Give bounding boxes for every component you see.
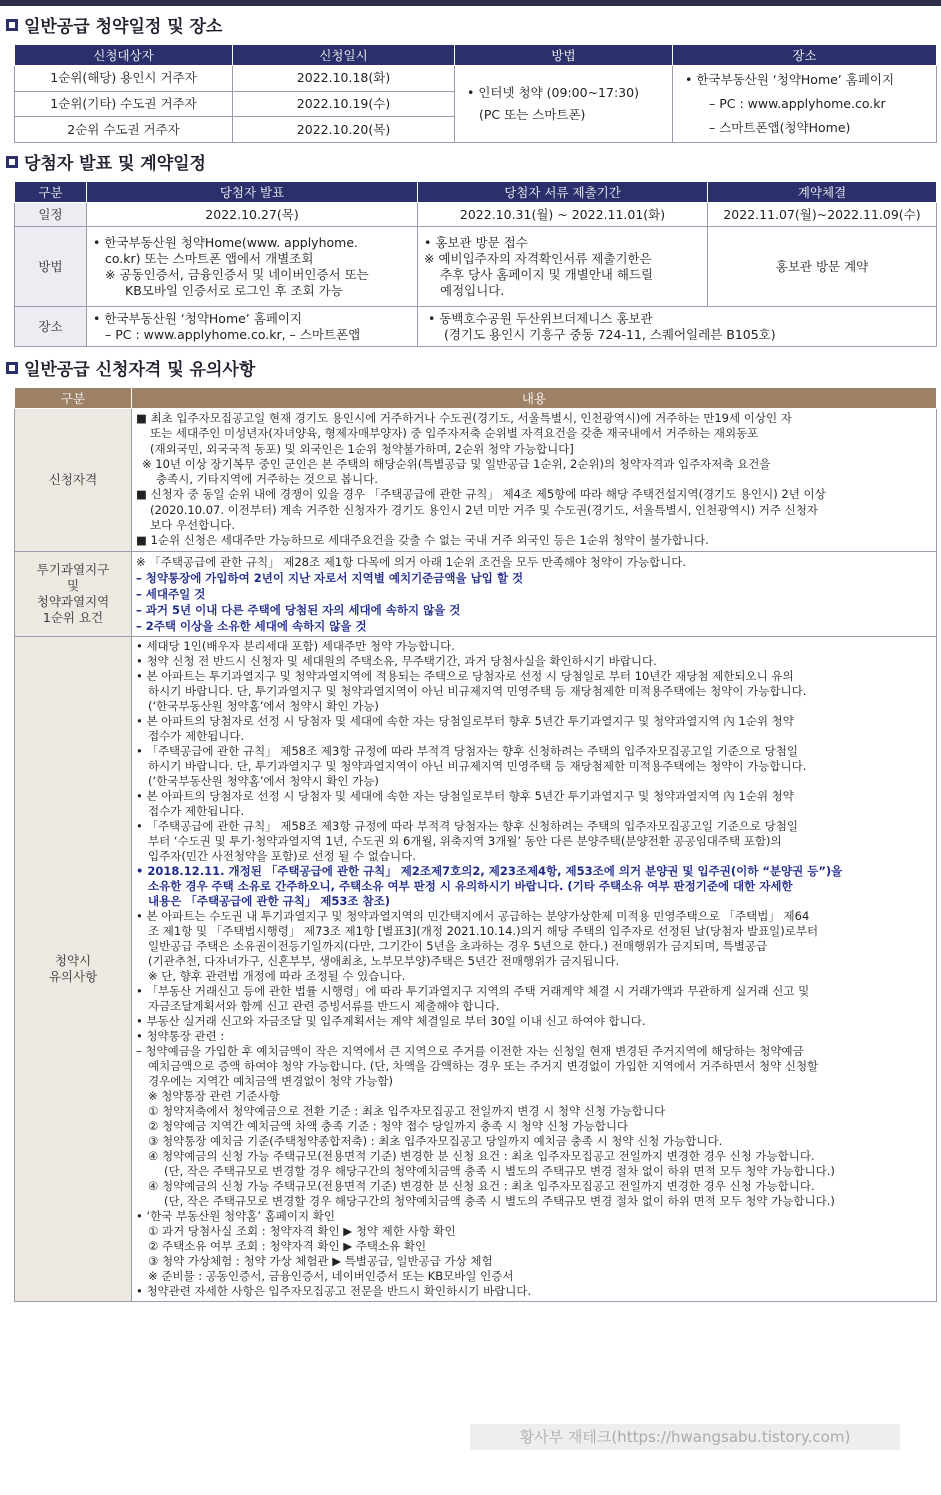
note-line: 입주자(민간 사전청약을 포함)로 선정 될 수 없습니다. [148,848,416,863]
note-line: • 「주택공급에 관한 규칙」 제58조 제3항 규정에 따라 부적격 당첨자는 향후 신청하려는 주택의 입주자모집공고일 기준으로 당첨일 [136,743,799,758]
note-line: • 본 아파트의 당첨자로 선정 시 당첨자 및 세대에 속한 자는 당첨일로부터 향후 5년간 투기과열지구 및 청약과열지역 內 1순위 청약 [136,713,794,728]
table-cell: 2022.11.07(월)~2022.11.09(수) [708,203,937,227]
col-header: 방법 [455,45,673,66]
qualification-table [14,387,937,1302]
method-announce-cell: • 한국부동산원 청약Home(www. applyhome. co.kr) 또는 스마트폰 앱에서 개별조회 ※ 공동인증서, 금융인증서 및 네이버인증서 또는 KB모바일 인증서로 로그인 후 조회 가능 [87,227,418,307]
note-line: • 본 아파트는 수도권 내 투기과열지구 및 청약과열지역의 민간택지에서 공급하는 분양가상한제 미적용 민영주택으로 「주택법」 제64 [136,908,810,923]
note-line: (기관추천, 다자녀가구, 신혼부부, 생애최초, 노부모부양)주택은 5년간 전매행위가 금지됩니다. [148,953,620,968]
row-label-notes: 청약시 유의사항 [15,636,132,1301]
note-line: ※ 청약통장 관련 기준사항 [148,1088,280,1103]
table-cell: 1순위(기타) 수도권 거주자 [15,91,233,117]
table-cell: 2순위 수도권 거주자 [15,117,233,143]
watermark: 황사부 재테크(https://hwangsabu.tistory.com) [470,1424,900,1450]
col-header: 계약체결 [708,182,937,203]
note-line: ※ 준비물 : 공동인증서, 금융인증서, 네이버인증서 또는 KB모바일 인증서 [148,1268,514,1283]
row-label: 일정 [15,203,87,227]
col-header: 당첨자 서류 제출기간 [418,182,708,203]
note-line: 소유한 경우 주택 소유로 간주하오니, 주택소유 여부 판정 시 유의하시기 바랍니다. (기타 주택소유 여부 판정기준에 대한 자세한 [148,878,793,893]
note-line: – 청약예금을 가입한 후 예치금액이 작은 지역에서 큰 지역으로 주거를 이전한 자는 신청일 현재 변경된 주거지역에 해당하는 청약예금 [136,1043,804,1058]
place-announce-cell: • 한국부동산원 ‘청약Home’ 홈페이지 – PC : www.applyhome.co.kr, – 스마트폰앱 [87,307,418,347]
table-cell: 2022.10.20(목) [233,117,455,143]
method-docs-cell: • 홍보관 방문 접수 ※ 예비입주자의 자격확인서류 제출기한은 추후 당사 홈페이지 및 개별안내 해드릴 예정입니다. [418,227,708,307]
note-line: 일반공급 주택은 소유권이전등기일까지(다만, 그기간이 5년을 초과하는 경우 5년으로 한다.) 전매행위가 금지되며, 특별공급 [148,938,768,953]
table-cell: 2022.10.31(월) ~ 2022.11.01(화) [418,203,708,227]
col-header: 신청대상자 [15,45,233,66]
table-cell: 2022.10.27(목) [87,203,418,227]
table-cell: 1순위(해당) 용인시 거주자 [15,66,233,92]
section-title-announcement: 당첨자 발표 및 계약일정 [6,151,941,177]
section-title-schedule: 일반공급 청약일정 및 장소 [6,14,941,40]
note-line: ※ 단, 향후 관련법 개정에 따라 조정될 수 있습니다. [148,968,406,983]
announcement-table [14,181,937,347]
method-contract-cell: 홍보관 방문 계약 [708,227,937,307]
note-line: (단, 작은 주택규모로 변경할 경우 해당구간의 청약예치금액 충족 시 별도의 주택규모 변경 절차 없이 하위 면적 모두 청약 가능합니다.) [164,1193,835,1208]
col-header: 구분 [15,388,132,409]
note-line: 부터 ‘수도권 및 투기·청약과열지역 1년, 수도권 외 6개월, 위축지역 3개월’ 동안 다른 분양주택(분양전환 공공임대주택 포함)의 [148,833,782,848]
note-line: 내용은 「주택공급에 관한 규칙」 제53조 참조) [148,893,391,908]
row-label: 방법 [15,227,87,307]
note-line: ① 과거 당첨사실 조회 : 청약자격 확인 ▶ 청약 제한 사항 확인 [148,1223,456,1238]
col-header: 장소 [673,45,937,66]
note-line: • 「주택공급에 관한 규칙」 제58조 제3항 규정에 따라 부적격 당첨자는 향후 신청하려는 주택의 입주자모집공고일 기준으로 당첨일 [136,818,799,833]
note-line: • 본 아파트의 당첨자로 선정 시 당첨자 및 세대에 속한 자는 당첨일로부터 향후 5년간 투기과열지구 및 청약과열지역 內 1순위 청약 [136,788,794,803]
square-bullet-icon [6,19,18,31]
place-cell: • 한국부동산원 ‘청약Home’ 홈페이지 – PC : www.applyhome.co.kr – 스마트폰앱(청약Home) [673,66,937,143]
note-line: • 청약 신청 전 반드시 신청자 및 세대원의 주택소유, 무주택기간, 과거 당첨사실을 확인하시기 바랍니다. [136,653,657,668]
note-line: 자금조달계획서와 함께 신고 관련 증빙서류를 반드시 제출해야 합니다. [148,998,500,1013]
table-cell: 2022.10.18(화) [233,66,455,92]
note-line: • 세대당 1인(배우자 분리세대 포함) 세대주만 청약 가능합니다. [136,638,455,653]
regulated-cell: ※ 「주택공급에 관한 규칙」 제28조 제1항 다목에 의거 아래 1순위 조건을 모두 만족해야 청약이 가능합니다. – 청약통장에 가입하여 2년이 지난 자로서 지역별 예치기준금액을 납입 할 것 – 세대주일 것 – 과거 5년 이내 다른 주택에 당첨된 자의 세대에 속하지 않을 것 – 2주택 이상을 소유한 세대에 속하지 않을 것 [132,551,937,636]
note-line: ③ 청약통장 예치금 기준(주택청약종합저축) : 최초 입주자모집공고 당일까지 예치금 충족 시 청약 신청 가능합니다. [148,1133,723,1148]
col-header: 당첨자 발표 [87,182,418,203]
note-line: (‘한국부동산원 청약홈’에서 청약시 확인 가능) [148,773,379,788]
note-line: ② 주택소유 여부 조회 : 청약자격 확인 ▶ 주택소유 확인 [148,1238,427,1253]
place-office-cell: • 동백호수공원 두산위브더제니스 홍보관 (경기도 용인시 기흥구 중동 724-11, 스퀘어일레븐 B105호) [418,307,937,347]
row-label-regulated: 투기과열지구 및 청약과열지역 1순위 요건 [15,551,132,636]
square-bullet-icon [6,156,18,168]
top-bar [0,0,941,6]
note-line: • 부동산 실거래 신고와 자금조달 및 입주계획서는 계약 체결일로 부터 30일 이내 신고 하여야 합니다. [136,1013,646,1028]
notes-cell [132,636,937,1301]
method-cell: • 인터넷 청약 (09:00~17:30) (PC 또는 스마트폰) [455,66,673,143]
schedule-table [14,44,937,143]
note-line: • 청약관련 자세한 사항은 입주자모집공고 전문을 반드시 확인하시기 바랍니다. [136,1283,532,1298]
row-label: 장소 [15,307,87,347]
col-header: 신청일시 [233,45,455,66]
note-line: (‘한국부동산원 청약홈’에서 청약시 확인 가능) [148,698,379,713]
qual-cell: ■ 최초 입주자모집공고일 현재 경기도 용인시에 거주하거나 수도권(경기도, 서울특별시, 인천광역시)에 거주하는 만19세 이상인 자 또는 세대주인 미성년자(자녀양육, 형제자매부양자) 중 입주자저축 순위별 자격요건을 갖춘 재국내에서 거주하는 재외동포 (재외국민, 외국국적 동포) 및 외국인은 1순위 청약불가하며, 2순위 청약 가능합니다] ※ 10년 이상 장기복무 중인 군인은 본 주택의 해당순위(특별공급 및 일반공급 1순위, 2순위)의 청약자격과 입주자저축 요건을 충족시, 기타지역에 거주하는 것으로 봅니다. ■ 신청자 중 동일 순위 내에 경쟁이 있을 경우 「주택공급에 관한 규칙」 제4조 제5항에 따라 해당 주택건설지역(경기도 용인시) 2년 이상 (2020.10.07. 이전부터) 계속 거주한 신청자가 경기도 용인시 2년 미만 거주 및 수도권(경기도, 서울특별시, 인천광역시) 거주 신청자 보다 우선합니다. ■ 1순위 신청은 세대주만 가능하므로 세대주요건을 갖출 수 없는 국내 거주 외국인 등은 1순위 청약이 불가합니다. [132,409,937,552]
square-bullet-icon [6,362,18,374]
note-line: • 「부동산 거래신고 등에 관한 법률 시행령」에 따라 투기과열지구 지역의 주택 거래계약 체결 시 거래가액과 무관하게 실거래 신고 및 [136,983,810,998]
note-line: • 2018.12.11. 개정된 「주택공급에 관한 규칙」 제2조제7호의2, 제23조제4항, 제53조에 의거 분양권 및 입주권(이하 “분양권 등”)을 [136,863,843,878]
note-line: • 청약통장 관련 : [136,1028,225,1043]
note-line: 하시기 바랍니다. 단, 투기과열지구 및 청약과열지역이 아닌 비규제지역 민영주택 등 재당첨제한 미적용주택에는 청약이 가능합니다. [148,683,807,698]
note-line: ② 청약예금 지역간 예치금액 차액 충족 기준 : 청약 접수 당일까지 충족 시 청약 신청 가능합니다 [148,1118,629,1133]
section-title-qualification: 일반공급 신청자격 및 유의사항 [6,357,941,383]
note-line: 접수가 제한됩니다. [148,803,245,818]
note-line: • ‘한국 부동산원 청약홈’ 홈페이지 확인 [136,1208,336,1223]
table-cell: 2022.10.19(수) [233,91,455,117]
col-header: 구분 [15,182,87,203]
row-label: 신청자격 [15,409,132,552]
note-line: ④ 청약예금의 신청 가능 주택규모(전용면적 기준) 변경한 분 신청 요건 : 최초 입주자모집공고 전일까지 변경한 경우 신청 가능합니다. [148,1178,815,1193]
note-line: 조 제1항 및 「주택법시행령」 제73조 제1항 [별표3](개정 2021.10.14.)의거 해당 주택의 입주자로 선정된 날(당첨자 발표일)로부터 [148,923,819,938]
note-line: ③ 청약 가상체험 : 청약 가상 체험관 ▶ 특별공급, 일반공급 가상 체험 [148,1253,493,1268]
note-line: 경우에는 지역간 예치금액 변경없이 청약 가능함) [148,1073,393,1088]
note-line: 예치금액으로 증액 하여야 청약 가능합니다. (단, 차액을 감액하는 경우 또는 주거지 변경없이 가입한 지역에서 거주하면서 청약 신청할 [148,1058,819,1073]
note-line: 접수가 제한됩니다. [148,728,245,743]
note-line: ① 청약저축에서 청약예금으로 전환 기준 : 최초 입주자모집공고 전일까지 변경 시 청약 신청 가능합니다 [148,1103,666,1118]
note-line: • 본 아파트는 투기과열지구 및 청약과열지역에 적용되는 주택으로 당첨자로 선정 시 당첨일로 부터 10년간 재당첨 제한되오니 유의 [136,668,794,683]
note-line: (단, 작은 주택규모로 변경할 경우 해당구간의 청약예치금액 충족 시 별도의 주택규모 변경 절차 없이 하위 면적 모두 청약 가능합니다.) [164,1163,835,1178]
note-line: ④ 청약예금의 신청 가능 주택규모(전용면적 기준) 변경한 분 신청 요건 : 최초 입주자모집공고 전일까지 변경한 경우 신청 가능합니다. [148,1148,815,1163]
col-header: 내용 [132,388,937,409]
note-line: 하시기 바랍니다. 단, 투기과열지구 및 청약과열지역이 아닌 비규제지역 민영주택 등 재당첨제한 미적용주택에는 청약이 가능합니다. [148,758,807,773]
